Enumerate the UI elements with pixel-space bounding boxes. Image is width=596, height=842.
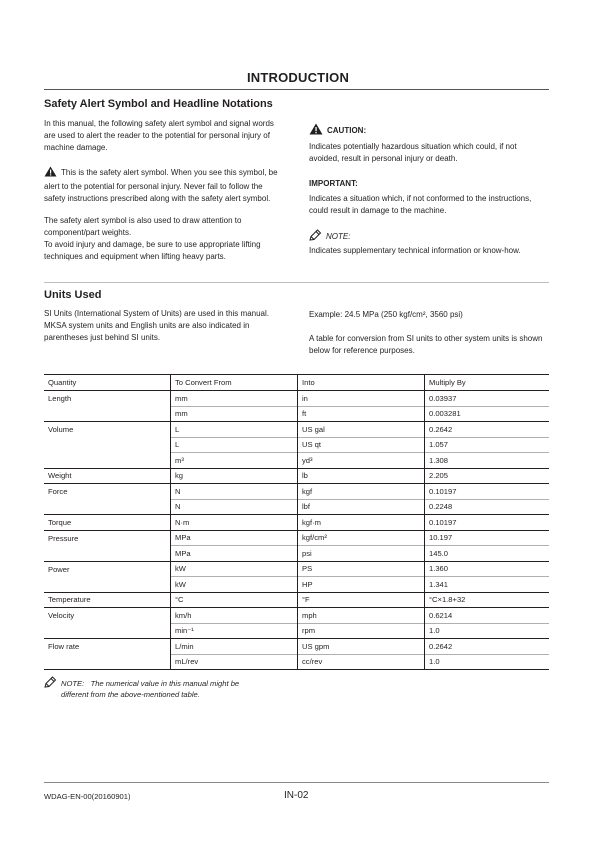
cell-multiply: 2.205 — [425, 468, 550, 484]
cell-multiply: 1.341 — [425, 577, 550, 593]
cell-into: rpm — [298, 623, 425, 639]
cell-into: psi — [298, 546, 425, 562]
table-header-row — [44, 375, 549, 391]
cell-into: lb — [298, 468, 425, 484]
cell-into: cc/rev — [298, 654, 425, 670]
cell-into: yd³ — [298, 453, 425, 469]
cell-quantity: Pressure — [44, 530, 171, 546]
cell-multiply: 0.2248 — [425, 499, 550, 515]
pencil-note-icon — [309, 229, 322, 245]
important-text: Indicates a situation which, if not conformed to the instructions, could result in damage to the machine. — [309, 194, 532, 216]
cell-from: L/min — [171, 639, 298, 655]
col-header-quantity: Quantity — [44, 375, 171, 391]
cell-quantity: Volume — [44, 422, 171, 438]
footer-divider — [44, 782, 549, 783]
warning-triangle-icon — [44, 166, 57, 181]
alert-lifting-text: To avoid injury and damage, be sure to use appropriate lifting techniques and equipment when lifting heavy parts. — [44, 240, 261, 262]
cell-quantity: Flow rate — [44, 639, 171, 655]
pencil-note-icon — [44, 676, 57, 692]
cell-into: °F — [298, 592, 425, 608]
cell-quantity: Torque — [44, 515, 171, 531]
cell-multiply: 0.003281 — [425, 406, 550, 422]
cell-into: kgf/cm² — [298, 530, 425, 546]
cell-quantity: Weight — [44, 468, 171, 484]
footer-page-number: IN-02 — [284, 790, 309, 801]
table-row — [44, 639, 549, 655]
cell-into: lbf — [298, 499, 425, 515]
cell-multiply: 0.2642 — [425, 422, 550, 438]
cell-multiply: 0.10197 — [425, 515, 550, 531]
cell-into: US gal — [298, 422, 425, 438]
cell-from: mL/rev — [171, 654, 298, 670]
cell-multiply: 1.057 — [425, 437, 550, 453]
footer-doc-code: WDAG-EN-00(20160901) — [44, 792, 131, 801]
cell-from: m³ — [171, 453, 298, 469]
cell-into: US gpm — [298, 639, 425, 655]
table-row — [44, 422, 549, 438]
note-label: NOTE: — [326, 232, 351, 241]
important-label: IMPORTANT: — [309, 179, 358, 188]
cell-from: L — [171, 422, 298, 438]
table-row — [44, 499, 549, 515]
page-title: INTRODUCTION — [246, 70, 350, 85]
table-body — [44, 391, 549, 670]
caution-label-row — [309, 123, 366, 139]
cell-quantity — [44, 406, 171, 422]
cell-into: PS — [298, 561, 425, 577]
cell-quantity — [44, 546, 171, 562]
section-heading-safety: Safety Alert Symbol and Headline Notations — [44, 98, 273, 110]
cell-multiply: 0.6214 — [425, 608, 550, 624]
table-row — [44, 468, 549, 484]
cell-from: L — [171, 437, 298, 453]
section-heading-units: Units Used — [44, 289, 102, 301]
cell-from: MPa — [171, 546, 298, 562]
title-divider — [44, 89, 549, 90]
alert-line-rest: symbol, be alert to the potential for personal injury. Never fail to follow the safety instructions prescribed along with the safety alert symbol. — [44, 168, 278, 204]
table-row — [44, 484, 549, 500]
col-header-into: Into — [298, 375, 425, 391]
cell-from: min⁻¹ — [171, 623, 298, 639]
col-header-multiply: Multiply By — [425, 375, 550, 391]
caution-text: Indicates potentially hazardous situation which could, if not avoided, result in personal injury or death. — [309, 142, 517, 164]
cell-multiply: 1.360 — [425, 561, 550, 577]
table-note-label: NOTE: — [61, 679, 85, 688]
units-intro-text: SI Units (International System of Units) are used in this manual. MKSA system units and English units are also indicated in parentheses just behind SI units. — [44, 309, 269, 343]
cell-from: mm — [171, 391, 298, 407]
table-row — [44, 623, 549, 639]
alert-weights-text: The safety alert symbol is also used to draw attention to component/part weights. — [44, 216, 242, 238]
table-row — [44, 608, 549, 624]
cell-quantity — [44, 437, 171, 453]
cell-into: HP — [298, 577, 425, 593]
cell-from: N — [171, 484, 298, 500]
cell-multiply: 10.197 — [425, 530, 550, 546]
table-row — [44, 561, 549, 577]
cell-from: kW — [171, 561, 298, 577]
note-text: Indicates supplementary technical information or know-how. — [309, 246, 521, 255]
table-row — [44, 453, 549, 469]
cell-from: kW — [171, 577, 298, 593]
caution-label: CAUTION: — [327, 126, 367, 135]
alert-line-1: This is the safety alert symbol. When you see this — [61, 168, 237, 177]
units-example-text: Example: 24.5 MPa (250 kgf/cm², 3560 psi) — [309, 310, 463, 319]
table-row — [44, 592, 549, 608]
cell-into: kgf·m — [298, 515, 425, 531]
table-row — [44, 515, 549, 531]
col-header-from: To Convert From — [171, 375, 298, 391]
cell-from: kg — [171, 468, 298, 484]
cell-quantity — [44, 499, 171, 515]
cell-multiply: 1.0 — [425, 654, 550, 670]
note-label-row — [309, 229, 350, 245]
cell-quantity: Power — [44, 561, 171, 577]
cell-quantity: Velocity — [44, 608, 171, 624]
section-divider — [44, 282, 549, 283]
cell-multiply: 1.308 — [425, 453, 550, 469]
safety-alert-paragraph — [44, 166, 284, 206]
conversion-table — [44, 374, 549, 670]
cell-from: MPa — [171, 530, 298, 546]
cell-multiply: °C×1.8+32 — [425, 592, 550, 608]
table-row — [44, 437, 549, 453]
cell-multiply: 0.2642 — [425, 639, 550, 655]
warning-triangle-icon — [309, 123, 323, 139]
table-row — [44, 391, 549, 407]
table-note-line-2: different from the above-mentioned table. — [61, 690, 200, 699]
cell-multiply: 145.0 — [425, 546, 550, 562]
cell-into: kgf — [298, 484, 425, 500]
cell-into: in — [298, 391, 425, 407]
cell-into: ft — [298, 406, 425, 422]
cell-from: km/h — [171, 608, 298, 624]
cell-into: US qt — [298, 437, 425, 453]
cell-quantity: Length — [48, 394, 72, 403]
table-row — [44, 654, 549, 670]
cell-from: °C — [171, 592, 298, 608]
safety-intro-text: In this manual, the following safety alert symbol and signal words are used to alert the reader to the potential for personal injury of machine damage. — [44, 119, 274, 153]
cell-multiply: 0.03937 — [425, 391, 550, 407]
table-note-line-1: The numerical value in this manual might be — [90, 679, 240, 688]
cell-quantity: Temperature — [44, 592, 171, 608]
table-row — [44, 406, 549, 422]
cell-quantity — [44, 654, 171, 670]
cell-quantity: Force — [44, 484, 171, 500]
cell-quantity — [44, 453, 171, 469]
cell-from: mm — [171, 406, 298, 422]
cell-multiply: 1.0 — [425, 623, 550, 639]
cell-from: N — [171, 499, 298, 515]
cell-from: N·m — [171, 515, 298, 531]
table-row — [44, 546, 549, 562]
cell-into: mph — [298, 608, 425, 624]
cell-quantity — [44, 623, 171, 639]
table-row — [44, 530, 549, 546]
table-row — [44, 577, 549, 593]
cell-multiply: 0.10197 — [425, 484, 550, 500]
table-intro-text: A table for conversion from SI units to other system units is shown below for reference purposes. — [309, 334, 543, 356]
cell-quantity — [44, 577, 171, 593]
